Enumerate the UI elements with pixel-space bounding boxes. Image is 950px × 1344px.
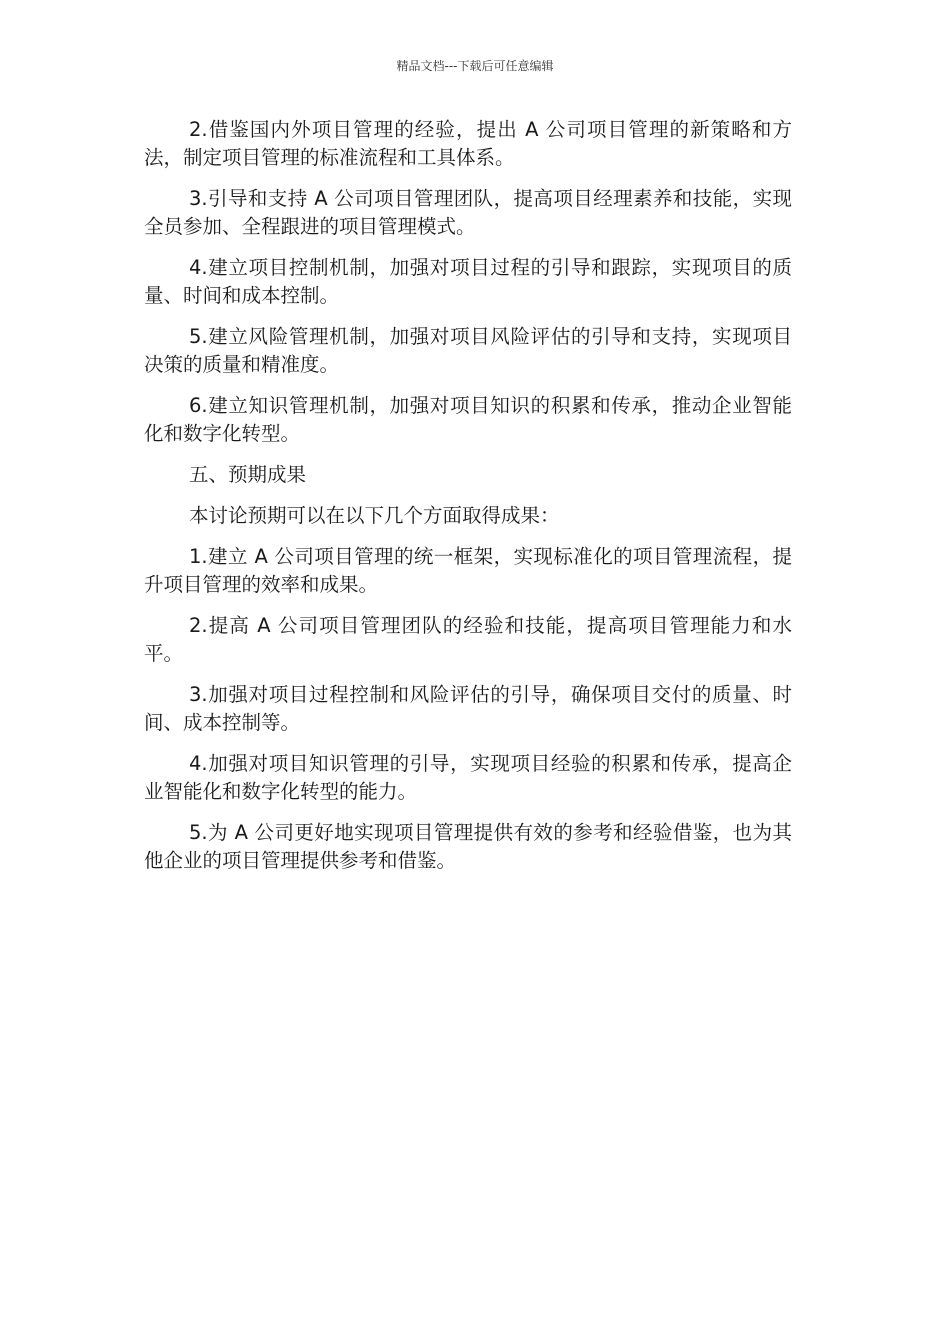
page-header: 精品文档---下载后可任意编辑: [396, 59, 554, 73]
paragraph-goal-4: 4.建立项目控制机制，加强对项目过程的引导和跟踪，实现项目的质量、时间和成本控制。: [144, 256, 792, 307]
paragraph-result-2: 2.提高 A 公司项目管理团队的经验和技能，提高项目管理能力和水平。: [144, 614, 792, 665]
paragraph-goal-2: 2.借鉴国内外项目管理的经验，提出 A 公司项目管理的新策略和方法，制定项目管理的标准流程和工具体系。: [144, 118, 792, 169]
document-body: [144, 116, 792, 888]
paragraph-goal-3: 3.引导和支持 A 公司项目管理团队，提高项目经理素养和技能，实现全员参加、全程跟进的项目管理模式。: [144, 187, 792, 238]
paragraph-result-4: 4.加强对项目知识管理的引导，实现项目经验的积累和传承，提高企业智能化和数字化转型的能力。: [144, 752, 792, 803]
paragraph-results-intro: 本讨论预期可以在以下几个方面取得成果：: [189, 504, 560, 527]
section-heading-expected-results: 五、预期成果: [189, 463, 307, 486]
paragraph-result-5: 5.为 A 公司更好地实现项目管理提供有效的参考和经验借鉴，也为其他企业的项目管理提供参考和借鉴。: [144, 821, 792, 872]
paragraph-goal-5: 5.建立风险管理机制，加强对项目风险评估的引导和支持，实现项目决策的质量和精准度。: [144, 325, 792, 376]
paragraph-result-3: 3.加强对项目过程控制和风险评估的引导，确保项目交付的质量、时间、成本控制等。: [144, 683, 792, 734]
paragraph-goal-6: 6.建立知识管理机制，加强对项目知识的积累和传承，推动企业智能化和数字化转型。: [144, 394, 792, 445]
paragraph-result-1: 1.建立 A 公司项目管理的统一框架，实现标准化的项目管理流程，提升项目管理的效率和成果。: [144, 545, 792, 596]
